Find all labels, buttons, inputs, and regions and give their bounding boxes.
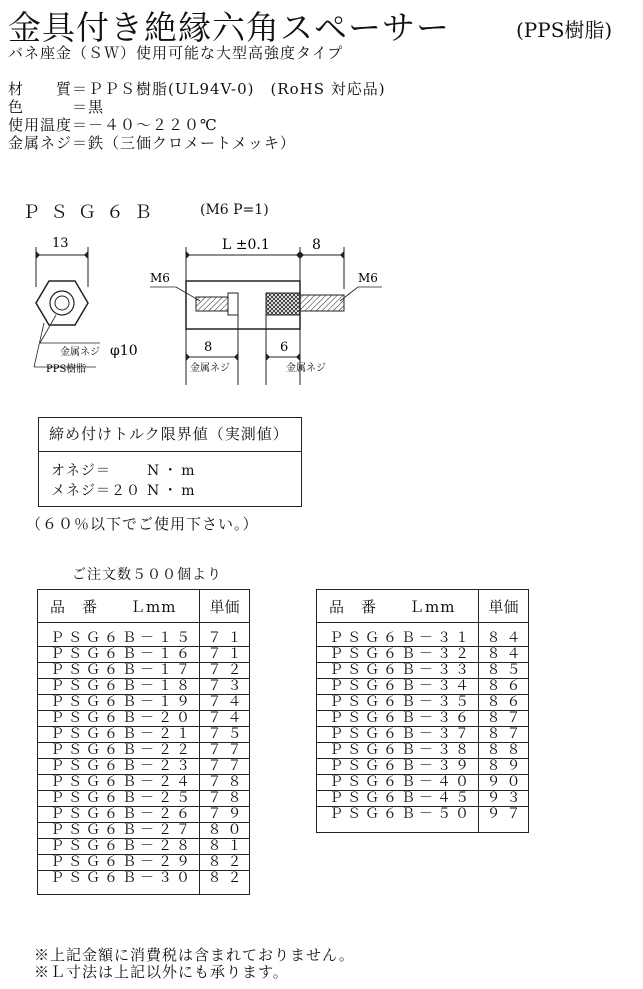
- table-row: [317, 759, 529, 775]
- unit-price: ８７: [479, 727, 529, 743]
- unit-price: ８７: [479, 711, 529, 727]
- table-row: [38, 743, 250, 759]
- product-code: ＰＳＧ６Ｂ－２４: [38, 775, 200, 791]
- product-code: ＰＳＧ６Ｂ－２６: [38, 807, 200, 823]
- unit-price: ８９: [479, 759, 529, 775]
- insert-nut: [266, 293, 300, 315]
- table-row: [38, 775, 250, 791]
- table-row: [38, 647, 250, 663]
- spec-screw: 金属ネジ＝鉄（三価クロメートメッキ）: [8, 134, 296, 152]
- male-thread: [300, 295, 344, 311]
- table-row: [317, 647, 529, 663]
- product-code: ＰＳＧ６Ｂ－３５: [317, 695, 479, 711]
- product-code: ＰＳＧ６Ｂ－３０: [50, 870, 194, 886]
- unit-price: ７５: [200, 727, 250, 743]
- product-code: ＰＳＧ６Ｂ－２５: [38, 791, 200, 807]
- product-code: ＰＳＧ６Ｂ－１６: [38, 647, 200, 663]
- table-row: [38, 791, 250, 807]
- dim-width: 13: [52, 236, 69, 251]
- table-row: [38, 823, 250, 839]
- unit-price: ８０: [200, 823, 250, 839]
- unit-price: ８４: [479, 623, 529, 647]
- product-code: ＰＳＧ６Ｂ－２３: [38, 759, 200, 775]
- dim-thread-out: 8: [312, 237, 321, 253]
- torque-row-female: [51, 480, 199, 500]
- unit-price: ７８: [200, 775, 250, 791]
- footnote-custom-length: ※Ｌ寸法は上記以外にも承ります。: [34, 963, 289, 981]
- dim-length: L ±0.1: [222, 237, 270, 253]
- product-code: ＰＳＧ６Ｂ－３７: [317, 727, 479, 743]
- unit-price: ７４: [200, 711, 250, 727]
- spec-material: 材 質＝ＰＰＳ樹脂(UL94V-0) (RoHS 対応品): [8, 80, 386, 98]
- spec-color: 色 ＝黒: [8, 98, 105, 116]
- unit-price: ７４: [200, 695, 250, 711]
- table-row: [317, 695, 529, 711]
- unit-price: ８６: [479, 679, 529, 695]
- hex-end-view: [34, 236, 138, 375]
- unit-price: ７３: [200, 679, 250, 695]
- column-header-price: 単価: [200, 590, 250, 623]
- table-row: [38, 623, 250, 647]
- minimum-order-note: ご注文数５００個より: [72, 567, 222, 583]
- product-code: ＰＳＧ６Ｂ－５０: [329, 806, 473, 822]
- product-code: ＰＳＧ６Ｂ－２７: [38, 823, 200, 839]
- table-row: [317, 727, 529, 743]
- table-row: [38, 727, 250, 743]
- product-code: ＰＳＧ６Ｂ－２０: [38, 711, 200, 727]
- material-tag: (PPS樹脂): [516, 18, 613, 42]
- side-view: [150, 237, 382, 385]
- product-code: ＰＳＧ６Ｂ－３９: [317, 759, 479, 775]
- unit-price: ８１: [200, 839, 250, 855]
- column-header-code: 品 番 Ｌmm: [317, 590, 479, 623]
- torque-row-male: [51, 460, 199, 480]
- product-code: ＰＳＧ６Ｂ－４５: [317, 791, 479, 807]
- table-row: [38, 839, 250, 855]
- technical-drawing: [0, 225, 643, 405]
- column-header-price: 単価: [479, 590, 529, 623]
- model-thread-spec: (M6 P=1): [200, 202, 269, 218]
- spec-temperature: 使用温度＝－４０～２２０℃: [8, 116, 218, 134]
- unit-price: ９０: [479, 775, 529, 791]
- dim-insert-left: 8: [204, 340, 213, 355]
- table-row: [38, 679, 250, 695]
- unit-price: ７１: [200, 623, 250, 647]
- table-row: [38, 663, 250, 679]
- unit-price: ８８: [479, 743, 529, 759]
- product-code: ＰＳＧ６Ｂ－１８: [38, 679, 200, 695]
- table-row: [317, 663, 529, 679]
- table-row: [38, 855, 250, 871]
- torque-note: （６０％以下でご使用下さい。）: [26, 515, 259, 533]
- unit-price: ７１: [200, 647, 250, 663]
- unit-price: ８２: [200, 855, 250, 871]
- thread-left-label: M6: [150, 271, 170, 285]
- unit-price: ７９: [200, 807, 250, 823]
- unit-price: ８２: [200, 871, 250, 895]
- unit-price: ９７: [479, 807, 529, 833]
- price-table-left: [37, 589, 250, 895]
- price-table-right: [316, 589, 529, 833]
- product-code: ＰＳＧ６Ｂ－２９: [38, 855, 200, 871]
- torque-label: メネジ＝２０: [51, 483, 141, 499]
- table-row: [38, 871, 250, 895]
- product-code: ＰＳＧ６Ｂ－３６: [317, 711, 479, 727]
- product-code: ＰＳＧ６Ｂ－２８: [38, 839, 200, 855]
- thread-right-label: M6: [358, 271, 378, 285]
- product-code: ＰＳＧ６Ｂ－３１: [317, 623, 479, 647]
- column-header-code: 品 番 Ｌmm: [38, 590, 200, 623]
- insert-left-label: 金属ネジ: [190, 363, 230, 374]
- torque-box: [38, 417, 302, 507]
- hole-inner: [55, 296, 69, 310]
- page-title: 金具付き絶縁六角スペーサー: [8, 8, 450, 47]
- dim-insert-right: 6: [280, 340, 289, 355]
- unit-price: ７８: [200, 791, 250, 807]
- product-code: ＰＳＧ６Ｂ－３３: [317, 663, 479, 679]
- footnote-tax: ※上記金額に消費税は含まれておりません。: [34, 946, 355, 964]
- unit-price: ７７: [200, 759, 250, 775]
- product-code: ＰＳＧ６Ｂ－３４: [317, 679, 479, 695]
- hole-diameter: φ10: [110, 343, 138, 359]
- unit-price: ９３: [479, 791, 529, 807]
- table-row: [317, 775, 529, 791]
- table-row: [317, 807, 529, 833]
- model-number: ＰＳＧ６Ｂ: [22, 202, 162, 223]
- product-code: ＰＳＧ６Ｂ－３２: [317, 647, 479, 663]
- unit-price: ８５: [479, 663, 529, 679]
- torque-value: N・m: [147, 463, 199, 479]
- insert-label: 金属ネジ: [60, 347, 100, 358]
- product-code: ＰＳＧ６Ｂ－１５: [38, 623, 200, 647]
- table-row: [317, 791, 529, 807]
- product-code: ＰＳＧ６Ｂ－２２: [38, 743, 200, 759]
- table-row: [317, 711, 529, 727]
- product-code: ＰＳＧ６Ｂ－３８: [317, 743, 479, 759]
- unit-price: ８６: [479, 695, 529, 711]
- unit-price: ７２: [200, 663, 250, 679]
- table-row: [317, 623, 529, 647]
- table-row: [38, 695, 250, 711]
- product-code: ＰＳＧ６Ｂ－２１: [38, 727, 200, 743]
- female-thread: [196, 297, 228, 311]
- torque-label: オネジ＝: [51, 463, 111, 479]
- product-code: ＰＳＧ６Ｂ－１９: [38, 695, 200, 711]
- body-label: PPS樹脂: [46, 364, 87, 375]
- insert-right-label: 金属ネジ: [286, 363, 326, 374]
- unit-price: ８４: [479, 647, 529, 663]
- torque-heading: 締め付けトルク限界値（実測値）: [39, 418, 301, 452]
- table-row: [317, 743, 529, 759]
- product-code: ＰＳＧ６Ｂ－１７: [38, 663, 200, 679]
- table-row: [38, 807, 250, 823]
- table-row: [38, 711, 250, 727]
- table-row: [317, 679, 529, 695]
- page-subtitle: バネ座金（ＳＷ）使用可能な大型高強度タイプ: [8, 44, 344, 62]
- hexagon-outline: [36, 281, 88, 325]
- hole-outer: [50, 291, 74, 315]
- torque-value: N・m: [147, 483, 199, 499]
- table-row: [38, 759, 250, 775]
- unit-price: ７７: [200, 743, 250, 759]
- product-code: ＰＳＧ６Ｂ－４０: [317, 775, 479, 791]
